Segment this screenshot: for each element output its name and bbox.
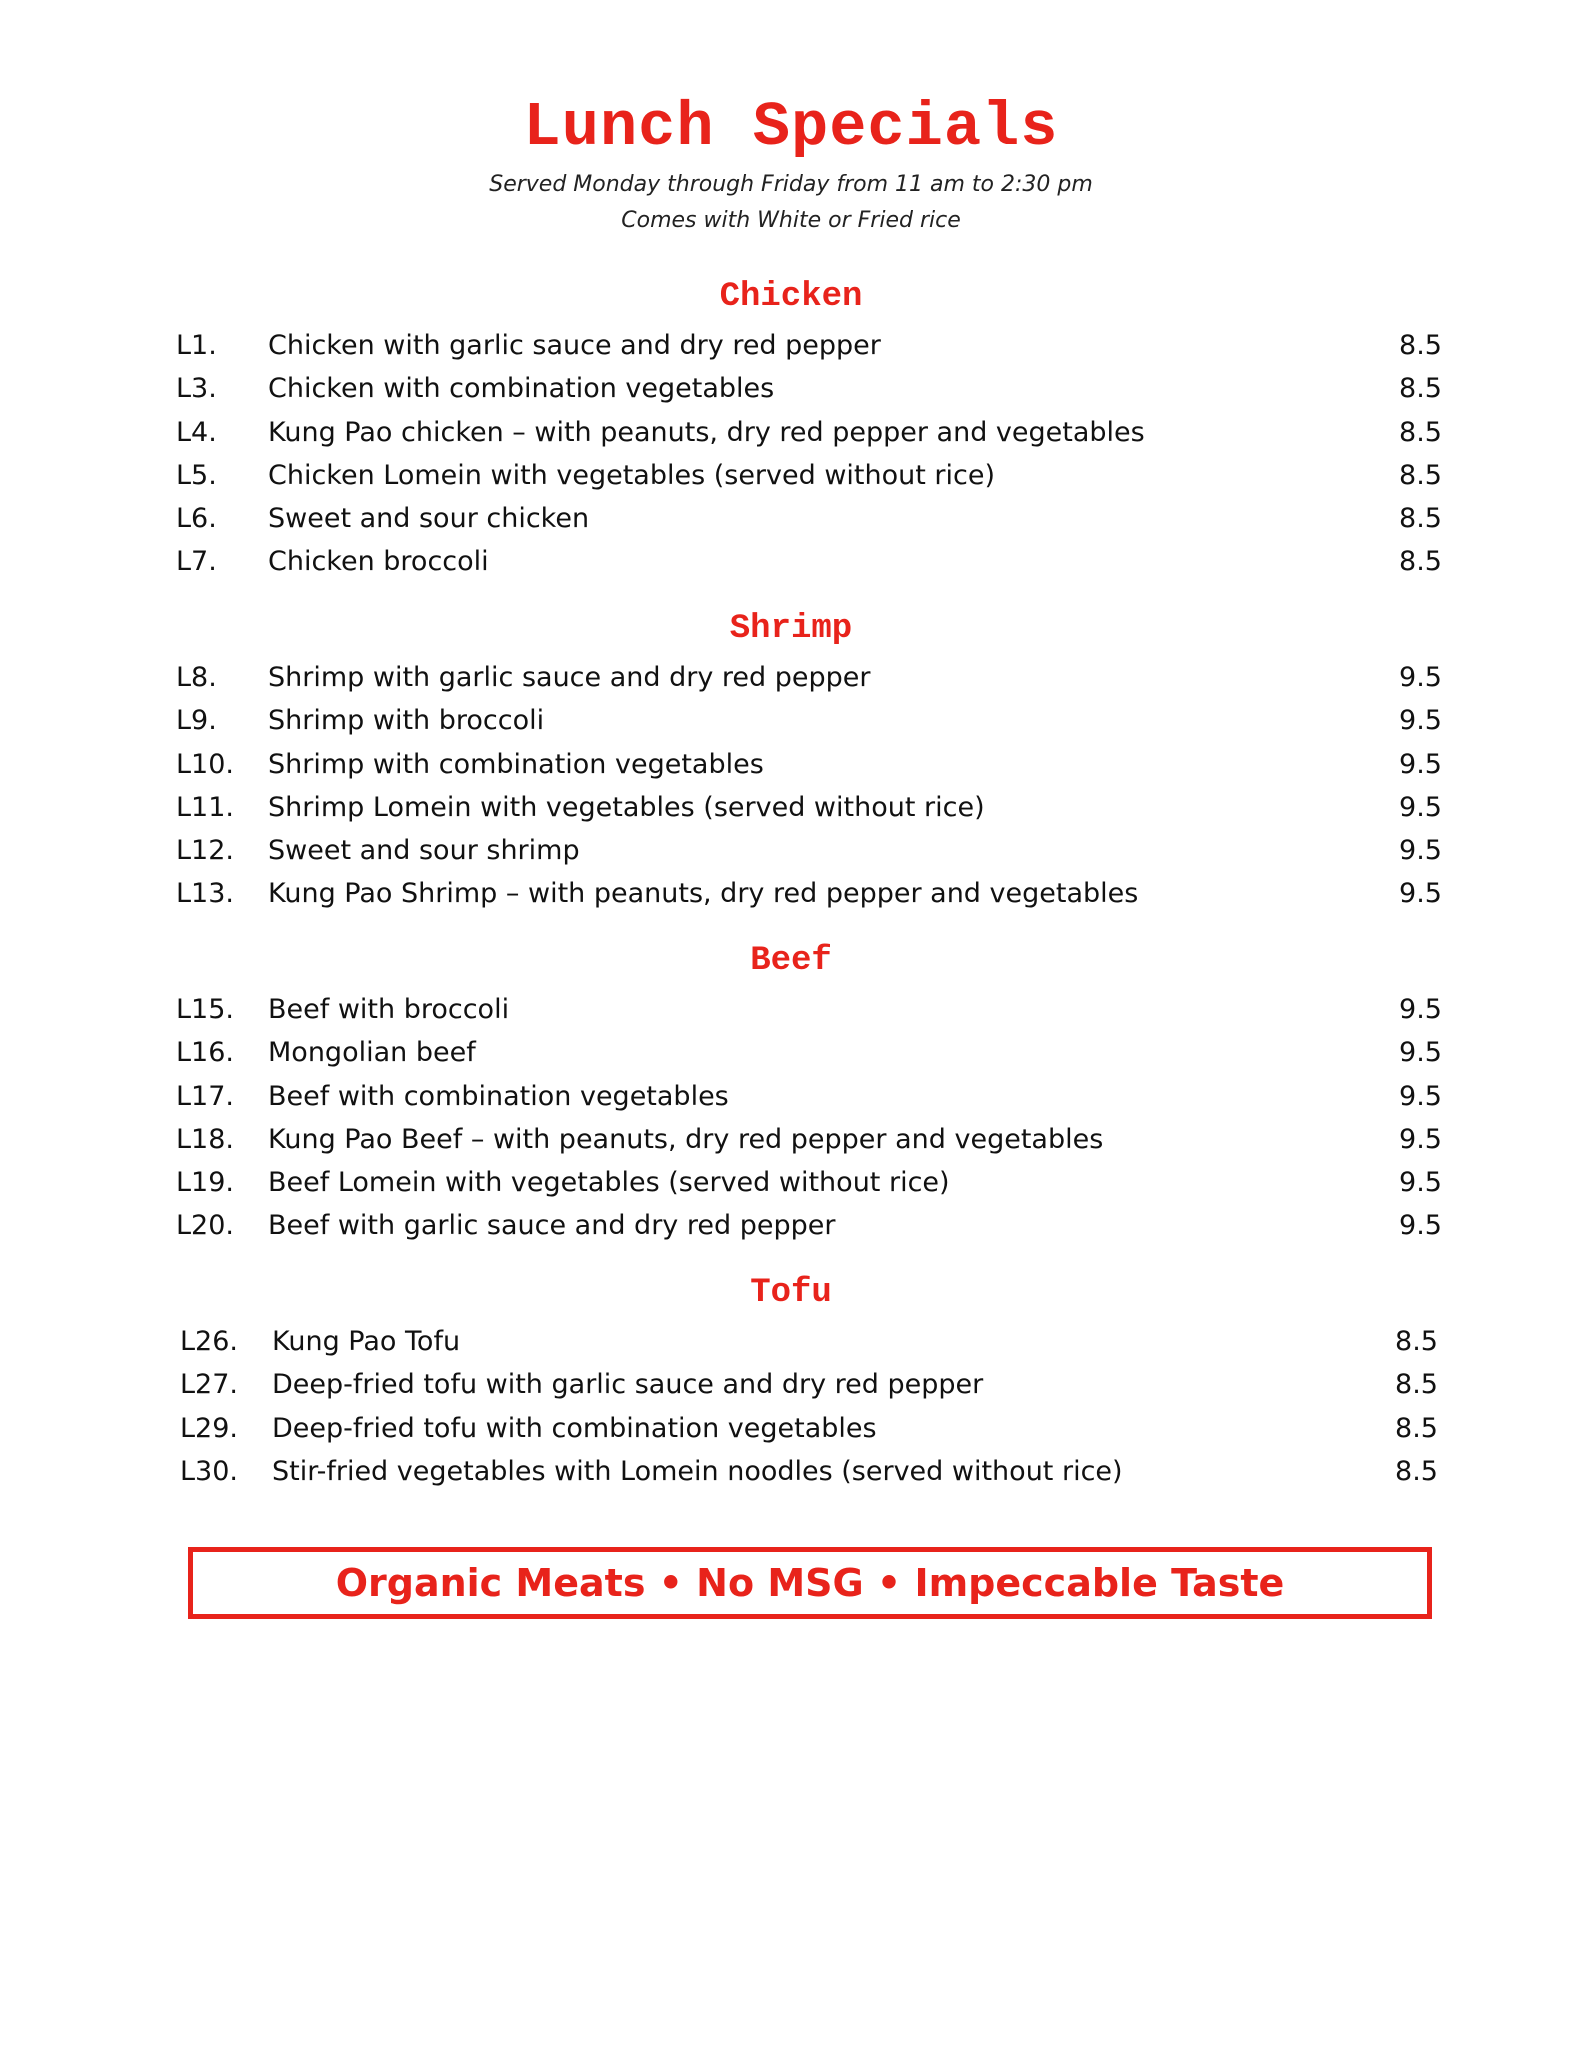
service-hours: Served Monday through Friday from 11 am to 2:30 pm (489, 172, 1093, 197)
item-description: Beef Lomein with vegetables (served without rice) (268, 1167, 950, 1199)
item-description: Shrimp Lomein with vegetables (served without rice) (268, 791, 985, 823)
menu-item (0, 988, 1582, 1031)
menu-item (0, 367, 1582, 410)
item-description: Stir-fried vegetables with Lomein noodles (served without rice) (272, 1455, 1123, 1487)
section-heading: Tofu (750, 1274, 832, 1312)
item-description: Beef with combination vegetables (268, 1080, 729, 1112)
item-description: Deep-fried tofu with garlic sauce and dry red pepper (272, 1369, 984, 1401)
menu-item (0, 1450, 1582, 1493)
menu-item (0, 743, 1582, 786)
item-list (0, 324, 1582, 584)
item-price: 9.5 (1399, 791, 1442, 823)
item-code: L18. (176, 1123, 234, 1155)
item-description: Chicken with combination vegetables (268, 373, 775, 405)
item-description: Shrimp with garlic sauce and dry red pepper (268, 662, 871, 693)
item-price: 9.5 (1399, 1123, 1442, 1155)
item-code: L10. (176, 748, 234, 780)
menu-item (0, 324, 1582, 367)
item-code: L30. (180, 1455, 238, 1487)
item-code: L26. (180, 1326, 238, 1357)
item-price: 9.5 (1399, 1210, 1442, 1242)
item-code: L11. (176, 791, 234, 823)
menu-item (0, 1118, 1582, 1161)
item-price: 9.5 (1399, 705, 1442, 737)
item-code: L19. (176, 1167, 234, 1199)
item-price: 9.5 (1399, 835, 1442, 867)
item-description: Mongolian beef (268, 1037, 476, 1069)
item-description: Kung Pao chicken – with peanuts, dry red pepper and vegetables (268, 416, 1145, 448)
tagline-banner (188, 1547, 1432, 1619)
item-code: L12. (176, 835, 234, 867)
menu-item (0, 454, 1582, 497)
item-code: L5. (176, 459, 217, 491)
item-description: Shrimp with broccoli (268, 705, 545, 737)
menu-item (0, 1204, 1582, 1247)
item-list (0, 1320, 1582, 1493)
item-price: 8.5 (1395, 1412, 1438, 1444)
item-code: L7. (176, 546, 217, 578)
item-code: L13. (176, 878, 234, 910)
item-price: 8.5 (1399, 373, 1442, 405)
item-list (0, 988, 1582, 1248)
item-price: 9.5 (1399, 878, 1442, 910)
item-price: 9.5 (1399, 662, 1442, 693)
item-code: L29. (180, 1412, 238, 1444)
menu-item (0, 1407, 1582, 1450)
item-code: L16. (176, 1037, 234, 1069)
item-price: 9.5 (1399, 1080, 1442, 1112)
item-price: 9.5 (1399, 748, 1442, 780)
page-title: Lunch Specials (523, 92, 1059, 163)
item-price: 9.5 (1399, 1037, 1442, 1069)
menu-item (0, 1075, 1582, 1118)
item-description: Beef with garlic sauce and dry red pepper (268, 1210, 836, 1242)
item-code: L20. (176, 1210, 234, 1242)
item-price: 8.5 (1399, 546, 1442, 578)
menu-item (0, 699, 1582, 742)
menu-item (0, 829, 1582, 872)
menu-item (0, 1320, 1582, 1363)
item-description: Kung Pao Tofu (272, 1326, 461, 1357)
item-code: L6. (176, 503, 217, 535)
item-description: Shrimp with combination vegetables (268, 748, 764, 780)
item-code: L8. (176, 662, 217, 693)
menu-item (0, 411, 1582, 454)
item-price: 8.5 (1395, 1455, 1438, 1487)
item-price: 9.5 (1399, 994, 1442, 1025)
tagline-text: Organic Meats • No MSG • Impeccable Taste (335, 1561, 1285, 1605)
item-code: L15. (176, 994, 234, 1025)
item-description: Kung Pao Shrimp – with peanuts, dry red pepper and vegetables (268, 878, 1139, 910)
item-code: L1. (176, 330, 217, 361)
item-code: L4. (176, 416, 217, 448)
item-description: Sweet and sour chicken (268, 503, 590, 535)
item-price: 8.5 (1399, 459, 1442, 491)
item-code: L9. (176, 705, 217, 737)
rice-note: Comes with White or Fried rice (621, 208, 961, 233)
menu-item (0, 656, 1582, 699)
item-code: L27. (180, 1369, 238, 1401)
section-heading: Shrimp (729, 610, 853, 648)
item-description: Chicken Lomein with vegetables (served without rice) (268, 459, 996, 491)
item-description: Chicken broccoli (268, 546, 489, 578)
section-heading: Beef (750, 942, 832, 980)
menu-item (0, 497, 1582, 540)
item-price: 8.5 (1395, 1369, 1438, 1401)
item-description: Kung Pao Beef – with peanuts, dry red pepper and vegetables (268, 1123, 1104, 1155)
menu-item (0, 1031, 1582, 1074)
item-description: Chicken with garlic sauce and dry red pepper (268, 330, 881, 361)
item-description: Sweet and sour shrimp (268, 835, 580, 867)
menu-item (0, 540, 1582, 583)
item-price: 8.5 (1399, 503, 1442, 535)
item-code: L3. (176, 373, 217, 405)
section-heading: Chicken (719, 278, 863, 316)
item-code: L17. (176, 1080, 234, 1112)
item-description: Beef with broccoli (268, 994, 510, 1025)
menu-item (0, 1363, 1582, 1406)
menu-item (0, 786, 1582, 829)
item-description: Deep-fried tofu with combination vegetables (272, 1412, 877, 1444)
item-price: 9.5 (1399, 1167, 1442, 1199)
item-price: 8.5 (1399, 330, 1442, 361)
menu-item (0, 872, 1582, 915)
menu-item (0, 1161, 1582, 1204)
item-list (0, 656, 1582, 916)
item-price: 8.5 (1399, 416, 1442, 448)
item-price: 8.5 (1395, 1326, 1438, 1357)
